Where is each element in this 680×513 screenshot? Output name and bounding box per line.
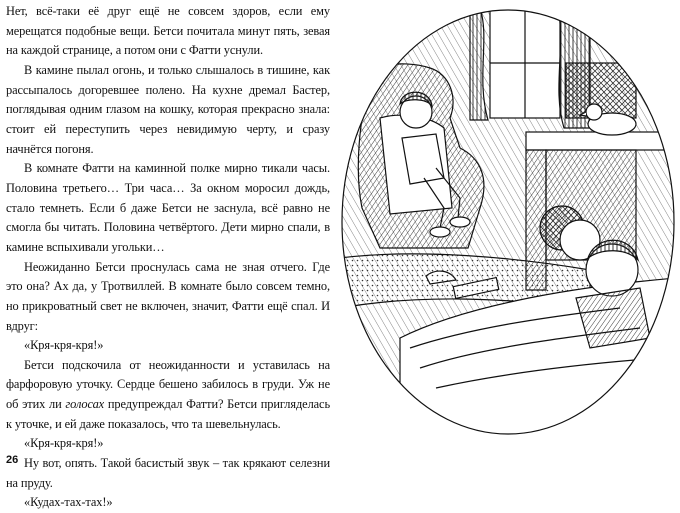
paragraph: «Кудах-тах-тах!» — [24, 495, 113, 510]
paragraph-text: Бетси подскочила от неожиданности и уставилась на фарфоровую уточку. Сердце бешено забилось в груди. Уж не об этих ли — [6, 357, 330, 412]
paragraph: Ну вот, опять. Такой басистый звук – так крякают селезни на пруду. — [6, 456, 330, 490]
paragraph: «Кря-кря-кря!» — [24, 436, 104, 451]
paragraph-text: предупреждал Фатти? Бетси пригляделась к уточке, и ей даже показалось, что та шевельнулась. — [6, 397, 331, 431]
paragraph: В камине пылал огонь, и только слышалось в тишине, как рассыпалось догоревшее полено. На кухне дремал Бастер, поглядывая одним глазом на кошку, которая прекрасно знала: стоит ей переступить через невидимую черту, и сразу начнётся погоня. — [6, 62, 330, 156]
paragraph: Неожиданно Бетси проснулась сама не зная отчего. Где это она? Ах да, у Тротвиллей. В комнате было совсем темно, но прикроватный свет не включен, значит, Фатти ещё спал. И вдруг: — [6, 259, 330, 333]
text-column — [6, 2, 330, 513]
illustration-girl-and-boy-icon — [340, 8, 676, 436]
paragraph: Нет, всё-таки её друг ещё не совсем здоров, если ему мерещатся подобные вещи. Бетси почитала минут пять, зевая на каждой странице, а потом они с Фатти уснули. — [6, 4, 330, 58]
emphasis-word: голосах — [65, 397, 105, 412]
paragraph: В комнате Фатти на каминной полке мирно тикали часы. Половина третьего… Три часа… За окном моросил дождь, стало темнеть. Если б даже Бетси не заснула, всё равно не смогла бы читать. Половина четвёртого. Дети мирно спали, в камине вспыхивали угольки… — [6, 161, 330, 254]
paragraph: «Кря-кря-кря!» — [24, 338, 104, 353]
paragraph — [6, 356, 330, 435]
page-number: 26 — [6, 454, 19, 466]
